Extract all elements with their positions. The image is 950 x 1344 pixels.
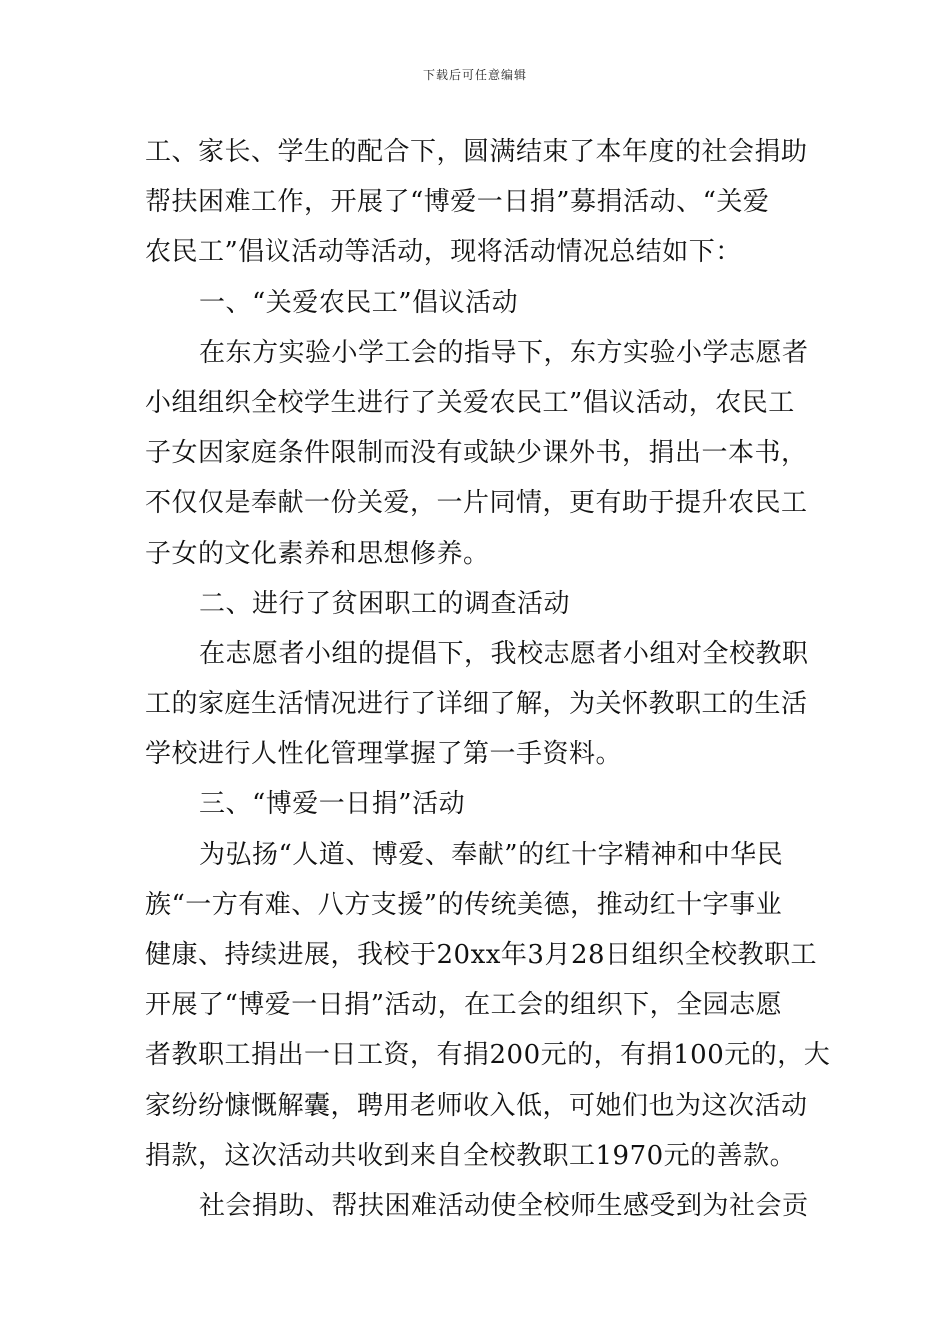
document-body	[145, 127, 831, 1231]
text-line: 帮扶困难工作，开展了“博爱一日捐”募捐活动、“关爱	[145, 187, 770, 218]
page-header: 下载后可任意编辑	[422, 68, 527, 82]
text-line: 工的家庭生活情况进行了详细了解，为关怀教职工的生活	[145, 689, 808, 720]
section-heading-2: 二、进行了贫困职工的调查活动	[199, 588, 571, 619]
text-line: 小组组织全校学生进行了关爱农民工”倡议活动，农民工	[145, 387, 795, 418]
text-line: 学校进行人性化管理掌握了第一手资料。	[145, 739, 623, 770]
text-line: 社会捐助、帮扶困难活动使全校师生感受到为社会贡	[199, 1190, 809, 1221]
text-line: 在东方实验小学工会的指导下，东方实验小学志愿者	[199, 337, 809, 368]
text-line: 工、家长、学生的配合下，圆满结束了本年度的社会捐助	[145, 137, 808, 167]
text-line: 家纷纷慷慨解囊，聘用老师收入低，可她们也为这次活动	[145, 1090, 808, 1121]
section-heading-1: 一、“关爱农民工”倡议活动	[199, 287, 519, 318]
text-line: 健康、持续进展，我校于20xx年3月28日组织全校教职工	[145, 940, 818, 970]
section-heading-3: 三、“博爱一日捐”活动	[199, 789, 466, 820]
text-line: 者教职工捐出一日工资，有捐200元的，有捐100元的，大	[145, 1040, 831, 1071]
text-line: 农民工”倡议活动等活动，现将活动情况总结如下：	[145, 237, 742, 268]
text-line: 开展了“博爱一日捐”活动，在工会的组织下，全园志愿	[145, 990, 783, 1021]
text-line: 在志愿者小组的提倡下，我校志愿者小组对全校教职	[199, 638, 809, 669]
text-line: 族“一方有难、八方支援”的传统美德，推动红十字事业	[145, 889, 783, 920]
text-line: 子女的文化素养和思想修养。	[145, 538, 490, 569]
text-line: 子女因家庭条件限制而没有或缺少课外书，捐出一本书，	[145, 438, 808, 469]
text-line: 为弘扬“人道、博爱、奉献”的红十字精神和中华民	[199, 839, 784, 870]
text-line: 捐款，这次活动共收到来自全校教职工1970元的善款。	[145, 1140, 797, 1171]
text-line: 不仅仅是奉献一份关爱，一片同情，更有助于提升农民工	[145, 488, 808, 519]
